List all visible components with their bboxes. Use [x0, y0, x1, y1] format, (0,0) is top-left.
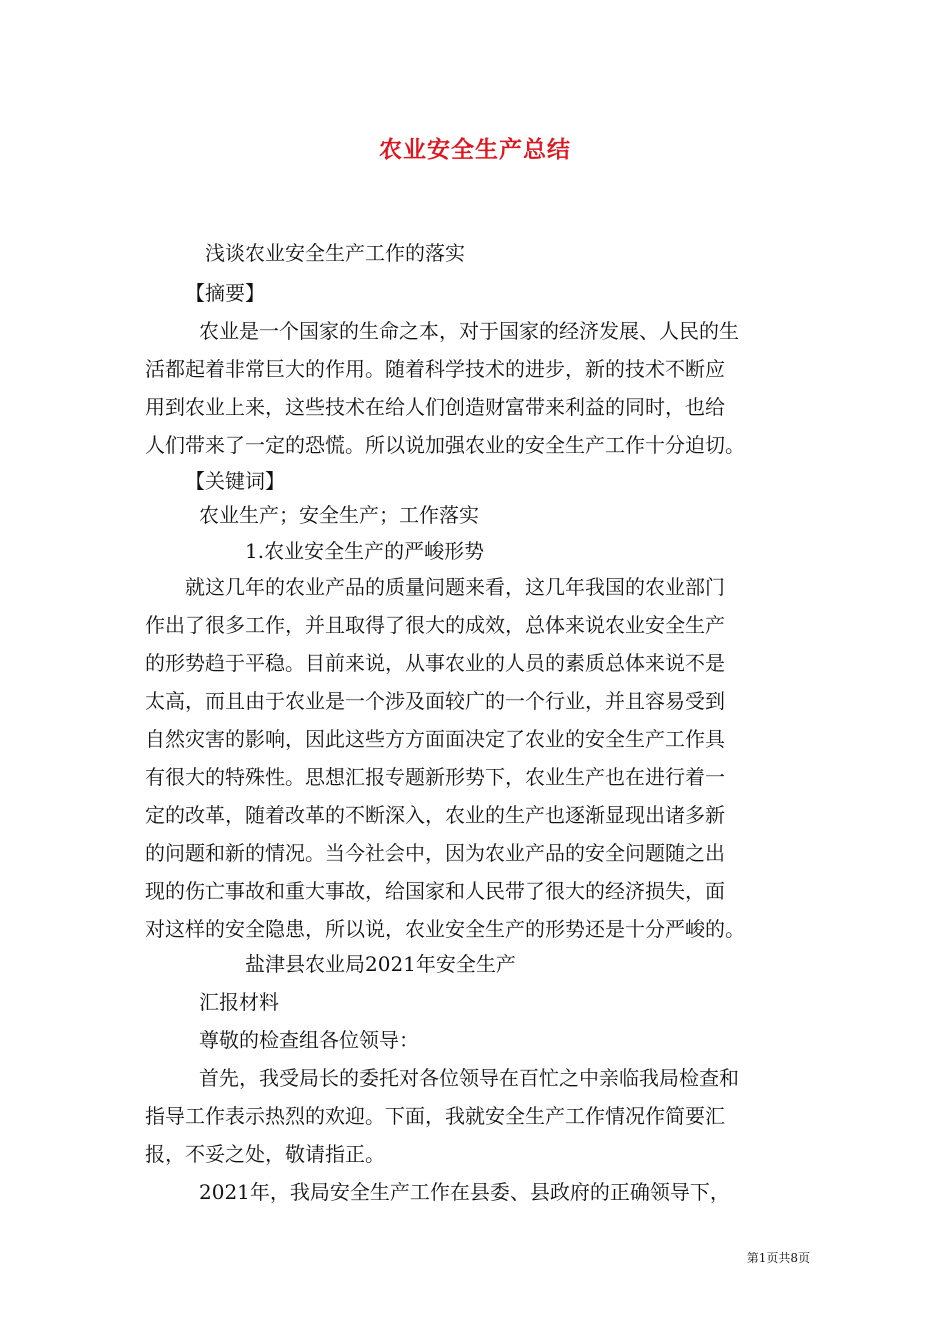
page-number: 第1页共8页	[746, 1251, 810, 1265]
article-subtitle: 浅谈农业安全生产工作的落实	[205, 241, 465, 265]
keywords-text: 农业生产；安全生产；工作落实	[199, 503, 479, 527]
section1-line-5: 自然灾害的影响，因此这些方方面面决定了农业的安全生产工作具	[145, 727, 725, 751]
section1-line-7: 定的改革，随着改革的不断深入，农业的生产也逐渐显现出诸多新	[145, 803, 725, 827]
document-title: 农业安全生产总结	[379, 136, 571, 163]
intro-line-3: 报，不妥之处，敬请指正。	[145, 1142, 385, 1166]
abstract-line-2: 活都起着非常巨大的作用。随着科学技术的进步，新的技术不断应	[145, 357, 725, 381]
report-title-line-1: 盐津县农业局2021年安全生产	[245, 952, 516, 976]
section1-line-3: 的形势趋于平稳。目前来说，从事农业的人员的素质总体来说不是	[145, 651, 725, 675]
section1-line-10: 对这样的安全隐患，所以说，农业安全生产的形势还是十分严峻的。	[145, 917, 745, 941]
keywords-heading: 【关键词】	[185, 469, 285, 493]
salutation: 尊敬的检查组各位领导：	[199, 1028, 419, 1052]
abstract-line-1: 农业是一个国家的生命之本，对于国家的经济发展、人民的生	[199, 319, 739, 343]
section1-line-9: 现的伤亡事故和重大事故，给国家和人民带了很大的经济损失，面	[145, 879, 725, 903]
section1-line-6: 有很大的特殊性。思想汇报专题新形势下，农业生产也在进行着一	[145, 765, 725, 789]
section1-line-2: 作出了很多工作，并且取得了很大的成效，总体来说农业安全生产	[145, 613, 725, 637]
section1-heading: 1.农业安全生产的严峻形势	[245, 539, 485, 563]
report-title-line-2: 汇报材料	[199, 990, 279, 1014]
section1-line-8: 的问题和新的情况。当今社会中，因为农业产品的安全问题随之出	[145, 841, 725, 865]
intro-line-2: 指导工作表示热烈的欢迎。下面，我就安全生产工作情况作简要汇	[145, 1104, 725, 1128]
abstract-line-3: 用到农业上来，这些技术在给人们创造财富带来利益的同时，也给	[145, 395, 725, 419]
intro-line-1: 首先，我受局长的委托对各位领导在百忙之中亲临我局检查和	[199, 1066, 739, 1090]
abstract-heading: 【摘要】	[185, 281, 265, 305]
section1-line-4: 太高，而且由于农业是一个涉及面较广的一个行业，并且容易受到	[145, 689, 725, 713]
section1-line-1: 就这几年的农业产品的质量问题来看，这几年我国的农业部门	[185, 575, 725, 599]
body-last-line: 2021年，我局安全生产工作在县委、县政府的正确领导下，	[199, 1180, 730, 1204]
abstract-line-4: 人们带来了一定的恐慌。所以说加强农业的安全生产工作十分迫切。	[145, 433, 745, 457]
